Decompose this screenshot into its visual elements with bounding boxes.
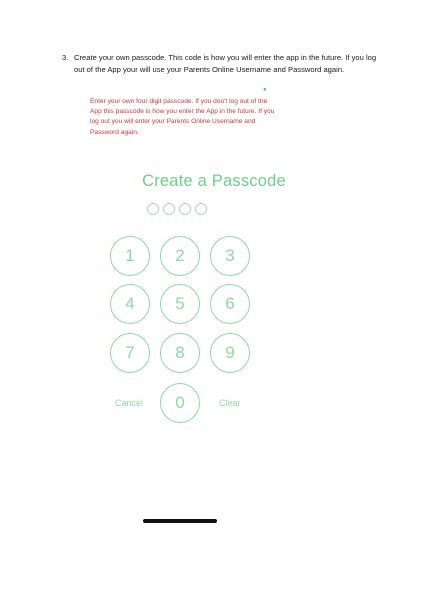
step-number: 3. <box>62 53 69 62</box>
marker-dot-icon: ● <box>263 87 267 93</box>
keypad-key-5[interactable]: 5 <box>160 284 200 324</box>
clear-button[interactable]: Clear <box>219 398 241 408</box>
keypad-key-4[interactable]: 4 <box>110 284 150 324</box>
keypad-key-8[interactable]: 8 <box>160 333 200 373</box>
keypad-key-6[interactable]: 6 <box>210 284 250 324</box>
keypad-key-1[interactable]: 1 <box>110 236 150 276</box>
keypad-key-7[interactable]: 7 <box>110 333 150 373</box>
keypad-key-2[interactable]: 2 <box>160 236 200 276</box>
home-indicator[interactable] <box>143 519 217 523</box>
passcode-dot <box>163 203 175 215</box>
passcode-title: Create a Passcode <box>142 172 286 190</box>
passcode-dots <box>147 203 207 215</box>
passcode-dot <box>147 203 159 215</box>
annotation-note: Enter your own four digit passcode. If you don't log out of the App this passcode is how you enter the App in the future. If you log out you will enter your Parents Online Username and Password again. <box>90 98 275 136</box>
instruction-step <box>62 52 384 76</box>
keypad-key-3[interactable]: 3 <box>210 236 250 276</box>
cancel-button[interactable]: Cancel <box>115 398 144 408</box>
passcode-dot <box>179 203 191 215</box>
passcode-dot <box>195 203 207 215</box>
keypad-key-0[interactable]: 0 <box>160 383 200 423</box>
step-text: Create your own passcode. This code is how you will enter the app in the future. If you log out of the App your will use your Parents Online Username and Password again. <box>74 53 377 74</box>
keypad-key-9[interactable]: 9 <box>210 333 250 373</box>
